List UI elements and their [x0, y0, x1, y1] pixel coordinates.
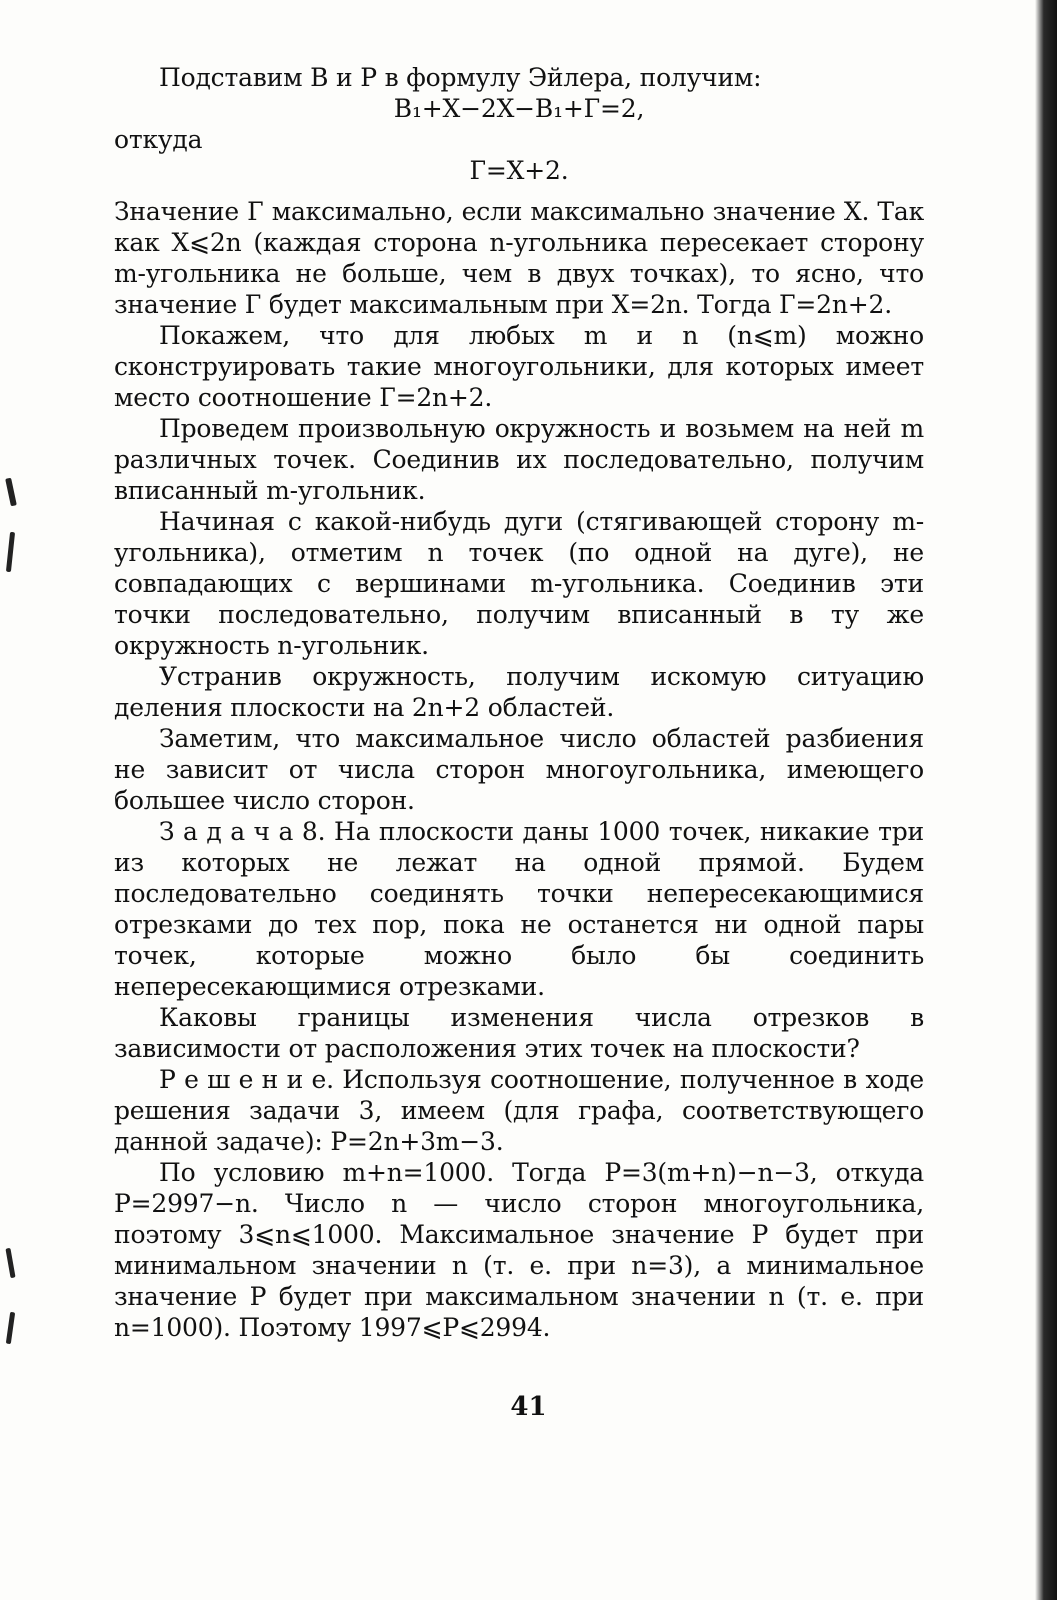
paragraph-arc: Начиная с какой-нибудь дуги (стягивающей сторону m-угольника), отметим n точек (по одной на дуге), не совпадающих с вершинами m-угольника. Соединив эти точки последовательно, получим вписанный в ту же окружность n-угольник.: [114, 507, 924, 660]
scan-mark: [5, 478, 17, 507]
equation-euler: В₁+Х−2Х−В₁+Г=2,: [393, 94, 645, 123]
paragraph-construct: Покажем, что для любых m и n (n⩽m) можно сконструировать такие многоугольники, для которых имеет место соотношение Г=2n+2.: [114, 321, 924, 412]
paragraph-note: Заметим, что максимальное число областей разбиения не зависит от числа сторон многоугольника, имеющего большее число сторон.: [114, 724, 924, 815]
scan-edge-shadow: [1035, 0, 1057, 1600]
paragraph-max-g: Значение Г максимально, если максимально значение Х. Так как Х⩽2n (каждая сторона n-угольника пересекает сторону m-угольника не больше, чем в двух точках), то ясно, что значение Г будет максимальным при Х=2n. Тогда Г=2n+2.: [114, 197, 924, 319]
page-body: [114, 62, 924, 1343]
equation-g: Г=Х+2.: [469, 156, 569, 185]
paragraph-euler-substitution: Подставим В и Р в формулу Эйлера, получим:: [159, 63, 762, 92]
paragraph-circle: Проведем произвольную окружность и возьмем на ней m различных точек. Соединив их последовательно, получим вписанный m-угольник.: [114, 414, 924, 505]
paragraph-whence: откуда: [114, 125, 203, 154]
paragraph-condition: По условию m+n=1000. Тогда Р=3(m+n)−n−3, откуда Р=2997−n. Число n — число сторон многоугольника, поэтому 3⩽n⩽1000. Максимальное значение Р будет при минимальном значении n (т. е. при n=3), а минимальное значение Р будет при максимальном значении n (т. е. при n=1000). Поэтому 1997⩽Р⩽2994.: [114, 1158, 924, 1342]
scan-mark: [6, 1312, 15, 1344]
page-number: 41: [510, 1392, 547, 1422]
scan-mark: [6, 532, 15, 572]
paragraph-solution: Р е ш е н и е. Используя соотношение, полученное в ходе решения задачи 3, имеем (для графа, соответствующего данной задаче): Р=2n+3m−3.: [114, 1065, 924, 1156]
paragraph-question: Каковы границы изменения числа отрезков в зависимости от расположения этих точек на плоскости?: [114, 1003, 924, 1063]
paragraph-problem-8: З а д а ч а 8. На плоскости даны 1000 точек, никакие три из которых не лежат на одной прямой. Будем последовательно соединять точки непересекающимися отрезками до тех пор, пока не останется ни одной пары точек, которые можно было бы соединить непересекающимися отрезками.: [114, 817, 924, 1001]
paragraph-remove-circle: Устранив окружность, получим искомую ситуацию деления плоскости на 2n+2 областей.: [114, 662, 924, 722]
scan-mark: [5, 1248, 15, 1278]
